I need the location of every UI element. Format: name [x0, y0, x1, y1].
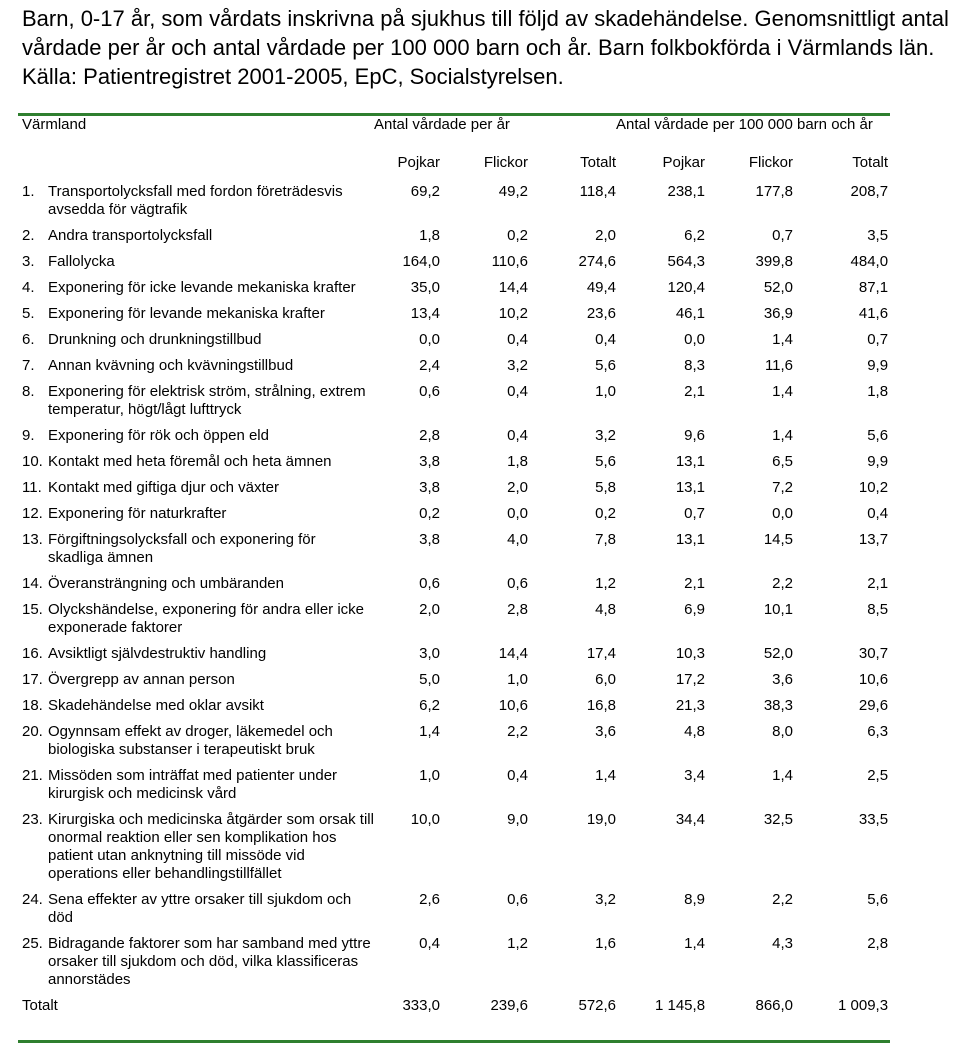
- row-text: Kontakt med giftiga djur och växter: [48, 479, 279, 496]
- table-cell: 4,0: [507, 531, 528, 548]
- table-cell: 52,0: [763, 279, 794, 296]
- table-cell: 2,8: [419, 427, 440, 444]
- table-cell: 2,5: [867, 767, 889, 784]
- row-number: 8.: [22, 383, 35, 400]
- row-label: [22, 888, 374, 932]
- table-cell: 69,2: [410, 183, 440, 200]
- row-label: [22, 302, 374, 328]
- header-row-groups: [22, 116, 888, 154]
- row-label: [22, 932, 374, 994]
- table-cell: 0,0: [684, 331, 706, 348]
- table-cell: 164,0: [402, 253, 440, 270]
- table-cell: 2,0: [507, 479, 528, 496]
- table-cell: 13,4: [410, 305, 440, 322]
- total-row: [22, 994, 888, 1014]
- table-cell: 10,6: [858, 671, 889, 688]
- table-cell: 0,0: [507, 505, 528, 522]
- table-cell: 14,4: [498, 645, 528, 662]
- table-cell: 17,2: [675, 671, 706, 688]
- table-cell: 1,8: [867, 383, 889, 400]
- row-number: 25.: [22, 935, 43, 952]
- table-cell: 2,8: [867, 935, 889, 952]
- table-cell: 1,2: [595, 575, 617, 592]
- table-cell: 13,7: [858, 531, 889, 548]
- row-text: Drunkning och drunkningstillbud: [48, 331, 262, 348]
- table-cell: 3,8: [419, 531, 440, 548]
- table-cell: 3,8: [419, 453, 440, 470]
- table-cell: 9,6: [684, 427, 706, 444]
- table-cell: 49,4: [586, 279, 617, 296]
- table-cell: 17,4: [586, 645, 617, 662]
- row-label: [22, 598, 374, 642]
- table-cell: 4,3: [772, 935, 794, 952]
- row-text: Exponering för rök och öppen eld: [48, 427, 269, 444]
- table-row: [22, 328, 888, 354]
- row-number: 4.: [22, 279, 35, 296]
- row-label: [22, 572, 374, 598]
- table-cell: 0,2: [507, 227, 528, 244]
- table-cell: 8,9: [684, 891, 706, 908]
- table-cell: 6,2: [684, 227, 706, 244]
- table-cell: 52,0: [763, 645, 794, 662]
- group-header-count: Antal vårdade per år: [374, 116, 510, 133]
- header-row-columns: [22, 154, 888, 180]
- table-cell: 3,2: [595, 891, 617, 908]
- table-cell: 1,0: [507, 671, 528, 688]
- row-label: [22, 180, 374, 224]
- row-label: [22, 808, 374, 888]
- row-text: Olyckshändelse, exponering för andra eller icke exponerade faktorer: [48, 601, 365, 636]
- table-cell: 333,0: [402, 997, 440, 1014]
- table-cell: 2,1: [867, 575, 889, 592]
- table-cell: 33,5: [858, 811, 889, 828]
- table-cell: 2,0: [595, 227, 617, 244]
- table-cell: 0,7: [772, 227, 794, 244]
- table-cell: 0,4: [867, 505, 889, 522]
- table-cell: 11,6: [764, 357, 794, 374]
- table-cell: 30,7: [858, 645, 889, 662]
- table-cell: 1,4: [772, 767, 794, 784]
- table-row: [22, 642, 888, 668]
- table-cell: 4,8: [684, 723, 706, 740]
- table-body: [22, 180, 888, 994]
- row-number: 15.: [22, 601, 43, 618]
- table-cell: 0,0: [419, 331, 440, 348]
- row-text: Exponering för icke levande mekaniska krafter: [48, 279, 356, 296]
- table-cell: 9,0: [507, 811, 528, 828]
- table-cell: 208,7: [850, 183, 889, 200]
- table-row: [22, 528, 888, 572]
- table-cell: 35,0: [410, 279, 440, 296]
- table-cell: 10,2: [498, 305, 528, 322]
- row-number: 14.: [22, 575, 43, 592]
- table-cell: 2,4: [419, 357, 440, 374]
- row-number: 21.: [22, 767, 43, 784]
- table-cell: 120,4: [667, 279, 706, 296]
- column-header: Pojkar: [397, 154, 440, 171]
- table-cell: 6,0: [595, 671, 617, 688]
- table-cell: 29,6: [858, 697, 889, 714]
- column-header: Totalt: [852, 154, 889, 171]
- table-row: [22, 276, 888, 302]
- table-cell: 1,2: [507, 935, 528, 952]
- row-text: Exponering för naturkrafter: [48, 505, 227, 522]
- table-cell: 10,0: [410, 811, 440, 828]
- row-number: 20.: [22, 723, 43, 740]
- table-cell: 5,6: [867, 891, 889, 908]
- table-cell: 4,8: [595, 601, 617, 618]
- table-cell: 2,1: [684, 575, 706, 592]
- table-cell: 0,4: [507, 767, 528, 784]
- table-cell: 0,4: [595, 331, 617, 348]
- table-cell: 2,2: [507, 723, 528, 740]
- row-number: 17.: [22, 671, 43, 688]
- row-text: Exponering för levande mekaniska krafter: [48, 305, 325, 322]
- row-text: Skadehändelse med oklar avsikt: [48, 697, 264, 714]
- table-cell: 9,9: [867, 453, 889, 470]
- table-cell: 2,0: [419, 601, 440, 618]
- table-row: [22, 720, 888, 764]
- table-cell: 36,9: [763, 305, 794, 322]
- table-cell: 118,4: [579, 183, 617, 200]
- table-cell: 3,6: [595, 723, 617, 740]
- column-header: Pojkar: [662, 154, 706, 171]
- table-cell: 1,4: [772, 383, 794, 400]
- table-cell: 2,2: [772, 891, 794, 908]
- table-cell: 10,3: [675, 645, 706, 662]
- table-cell: 14,5: [763, 531, 794, 548]
- row-number: 24.: [22, 891, 43, 908]
- table-cell: 1,0: [595, 383, 617, 400]
- row-text: Bidragande faktorer som har samband med yttre orsaker till sjukdom och död, vilka klassificeras annorstädes: [48, 935, 371, 988]
- page-title: Barn, 0-17 år, som vårdats inskrivna på sjukhus till följd av skadehändelse. Genomsnittligt antal vårdade per år och antal vårdade per 100 000 barn och år. Barn folkbokförda i Värmlands län. Källa: Patientregistret 2001-2005, EpC, Socialstyrelsen.: [22, 6, 949, 89]
- table-cell: 3,2: [595, 427, 617, 444]
- table-cell: 3,6: [772, 671, 794, 688]
- table-row: [22, 694, 888, 720]
- row-number: 5.: [22, 305, 35, 322]
- table-cell: 1,8: [507, 453, 528, 470]
- row-text: Avsiktligt självdestruktiv handling: [48, 645, 267, 662]
- row-number: 12.: [22, 505, 43, 522]
- row-label: [22, 276, 374, 302]
- table-cell: 3,5: [867, 227, 889, 244]
- table-row: [22, 380, 888, 424]
- table-cell: 21,3: [675, 697, 706, 714]
- table-row: [22, 888, 888, 932]
- table-cell: 0,4: [507, 331, 528, 348]
- row-label: [22, 354, 374, 380]
- row-text: Kirurgiska och medicinska åtgärder som orsak till onormal reaktion eller sen komplikation hos patient utan anknytning till missöde vid operations eller behandlingstillfället: [48, 811, 374, 882]
- table-cell: 2,2: [772, 575, 794, 592]
- table-cell: 1,4: [595, 767, 617, 784]
- table-row: [22, 598, 888, 642]
- table-cell: 0,6: [419, 383, 440, 400]
- table-row: [22, 354, 888, 380]
- table-cell: 8,0: [772, 723, 794, 740]
- table-cell: 13,1: [675, 531, 706, 548]
- table-cell: 14,4: [498, 279, 528, 296]
- row-number: 18.: [22, 697, 43, 714]
- table-row: [22, 808, 888, 888]
- table-row: [22, 450, 888, 476]
- column-header: Flickor: [483, 154, 528, 171]
- row-label: [22, 224, 374, 250]
- table-cell: 5,8: [595, 479, 617, 496]
- table-cell: 5,0: [419, 671, 440, 688]
- table-row: [22, 180, 888, 224]
- table-cell: 0,6: [507, 891, 528, 908]
- table-cell: 7,8: [595, 531, 617, 548]
- table-cell: 0,4: [419, 935, 440, 952]
- row-text: Annan kvävning och kvävningstillbud: [48, 357, 294, 374]
- row-text: Ogynnsam effekt av droger, läkemedel och biologiska substanser i terapeutiskt bruk: [48, 723, 333, 758]
- table-cell: 1,4: [772, 331, 794, 348]
- table-cell: 239,6: [490, 997, 528, 1014]
- table-row: [22, 250, 888, 276]
- row-text: Transportolycksfall med fordon företrädesvis avsedda för vägtrafik: [48, 183, 343, 218]
- table-cell: 866,0: [755, 997, 794, 1014]
- row-label: [22, 642, 374, 668]
- table-cell: 274,6: [578, 253, 617, 270]
- row-text: Sena effekter av yttre orsaker till sjukdom och död: [48, 891, 352, 926]
- row-text: Fallolycka: [48, 253, 115, 270]
- row-number: 7.: [22, 357, 35, 374]
- table-cell: 0,4: [507, 383, 528, 400]
- table-cell: 5,6: [595, 453, 617, 470]
- table-cell: 572,6: [578, 997, 617, 1014]
- table-cell: 1 145,8: [654, 997, 706, 1014]
- row-number: 11.: [22, 479, 42, 496]
- table-cell: 10,2: [858, 479, 889, 496]
- table-cell: 110,6: [491, 253, 528, 270]
- row-number: 16.: [22, 645, 43, 662]
- table-cell: 238,1: [667, 183, 706, 200]
- table-cell: 0,7: [867, 331, 889, 348]
- table-cell: 1,4: [684, 935, 706, 952]
- row-label: [22, 720, 374, 764]
- table-cell: 0,6: [507, 575, 528, 592]
- row-number: 9.: [22, 427, 35, 444]
- table-row: [22, 476, 888, 502]
- table-cell: 2,1: [684, 383, 706, 400]
- table-cell: 564,3: [667, 253, 706, 270]
- row-text: Missöden som inträffat med patienter under kirurgisk och medicinsk vård: [48, 767, 338, 802]
- table-cell: 0,0: [772, 505, 794, 522]
- row-text: Övergrepp av annan person: [48, 671, 235, 688]
- row-label: [22, 668, 374, 694]
- row-number: 13.: [22, 531, 43, 548]
- table-row: [22, 764, 888, 808]
- table-cell: 1,4: [772, 427, 794, 444]
- row-label: [22, 328, 374, 354]
- table-cell: 1,4: [419, 723, 440, 740]
- table-cell: 6,2: [419, 697, 440, 714]
- row-number: 10.: [22, 453, 43, 470]
- table-cell: 5,6: [595, 357, 617, 374]
- row-label: [22, 528, 374, 572]
- table-cell: 3,8: [419, 479, 440, 496]
- table-row: [22, 502, 888, 528]
- table-cell: 9,9: [867, 357, 889, 374]
- row-label: [22, 380, 374, 424]
- table-cell: 177,8: [755, 183, 794, 200]
- table-row: [22, 932, 888, 994]
- table-cell: 2,6: [419, 891, 440, 908]
- table-cell: 5,6: [867, 427, 889, 444]
- table-cell: 6,9: [684, 601, 706, 618]
- column-header: Flickor: [748, 154, 794, 171]
- table-cell: 1,6: [595, 935, 617, 952]
- row-label: [22, 764, 374, 808]
- row-text: Kontakt med heta föremål och heta ämnen: [48, 453, 332, 470]
- table-cell: 8,5: [867, 601, 889, 618]
- table-cell: 399,8: [755, 253, 794, 270]
- table-cell: 34,4: [675, 811, 706, 828]
- table-cell: 19,0: [586, 811, 617, 828]
- table-cell: 38,3: [763, 697, 794, 714]
- table-cell: 13,1: [675, 479, 706, 496]
- table-row: [22, 668, 888, 694]
- table-cell: 10,6: [498, 697, 528, 714]
- total-label: Totalt: [22, 997, 58, 1014]
- group-header-rate: Antal vårdade per 100 000 barn och år: [616, 116, 873, 133]
- table-cell: 6,5: [772, 453, 794, 470]
- row-text: Exponering för elektrisk ström, strålning, extrem temperatur, högt/lågt lufttryck: [48, 383, 366, 418]
- row-number: 23.: [22, 811, 43, 828]
- table-cell: 1,0: [419, 767, 440, 784]
- table-cell: 46,1: [675, 305, 706, 322]
- table-cell: 7,2: [772, 479, 794, 496]
- row-number: 2.: [22, 227, 35, 244]
- table-cell: 16,8: [586, 697, 617, 714]
- table-cell: 8,3: [684, 357, 706, 374]
- table-row: [22, 224, 888, 250]
- row-text: Förgiftningsolycksfall och exponering för skadliga ämnen: [48, 531, 316, 566]
- table-cell: 10,1: [763, 601, 794, 618]
- row-label: [22, 250, 374, 276]
- table-cell: 32,5: [763, 811, 794, 828]
- table-cell: 1,8: [419, 227, 440, 244]
- bottom-rule: [18, 1040, 890, 1043]
- table-row: [22, 302, 888, 328]
- region-label: Värmland: [22, 116, 87, 133]
- row-number: 3.: [22, 253, 35, 270]
- table-cell: 13,1: [675, 453, 706, 470]
- row-text: Överansträngning och umbäranden: [48, 575, 284, 592]
- row-label: [22, 694, 374, 720]
- table-cell: 49,2: [498, 183, 528, 200]
- table-cell: 0,6: [419, 575, 440, 592]
- row-number: 1.: [22, 183, 35, 200]
- table-cell: 2,8: [507, 601, 528, 618]
- column-header: Totalt: [580, 154, 617, 171]
- table-cell: 1 009,3: [838, 997, 889, 1014]
- row-number: 6.: [22, 331, 35, 348]
- row-label: [22, 476, 374, 502]
- table-cell: 0,2: [595, 505, 617, 522]
- table-cell: 41,6: [858, 305, 889, 322]
- row-label: [22, 450, 374, 476]
- table-cell: 87,1: [858, 279, 889, 296]
- table-cell: 3,2: [507, 357, 528, 374]
- row-text: Andra transportolycksfall: [48, 227, 213, 244]
- row-label: [22, 502, 374, 528]
- table-row: [22, 424, 888, 450]
- table-cell: 3,4: [684, 767, 706, 784]
- table-cell: 23,6: [586, 305, 617, 322]
- table-cell: 0,7: [684, 505, 706, 522]
- statistics-table: [22, 116, 888, 1014]
- table-cell: 484,0: [850, 253, 889, 270]
- table-row: [22, 572, 888, 598]
- table-cell: 0,2: [419, 505, 440, 522]
- row-label: [22, 424, 374, 450]
- table-cell: 0,4: [507, 427, 528, 444]
- table-cell: 3,0: [419, 645, 440, 662]
- table-cell: 6,3: [867, 723, 889, 740]
